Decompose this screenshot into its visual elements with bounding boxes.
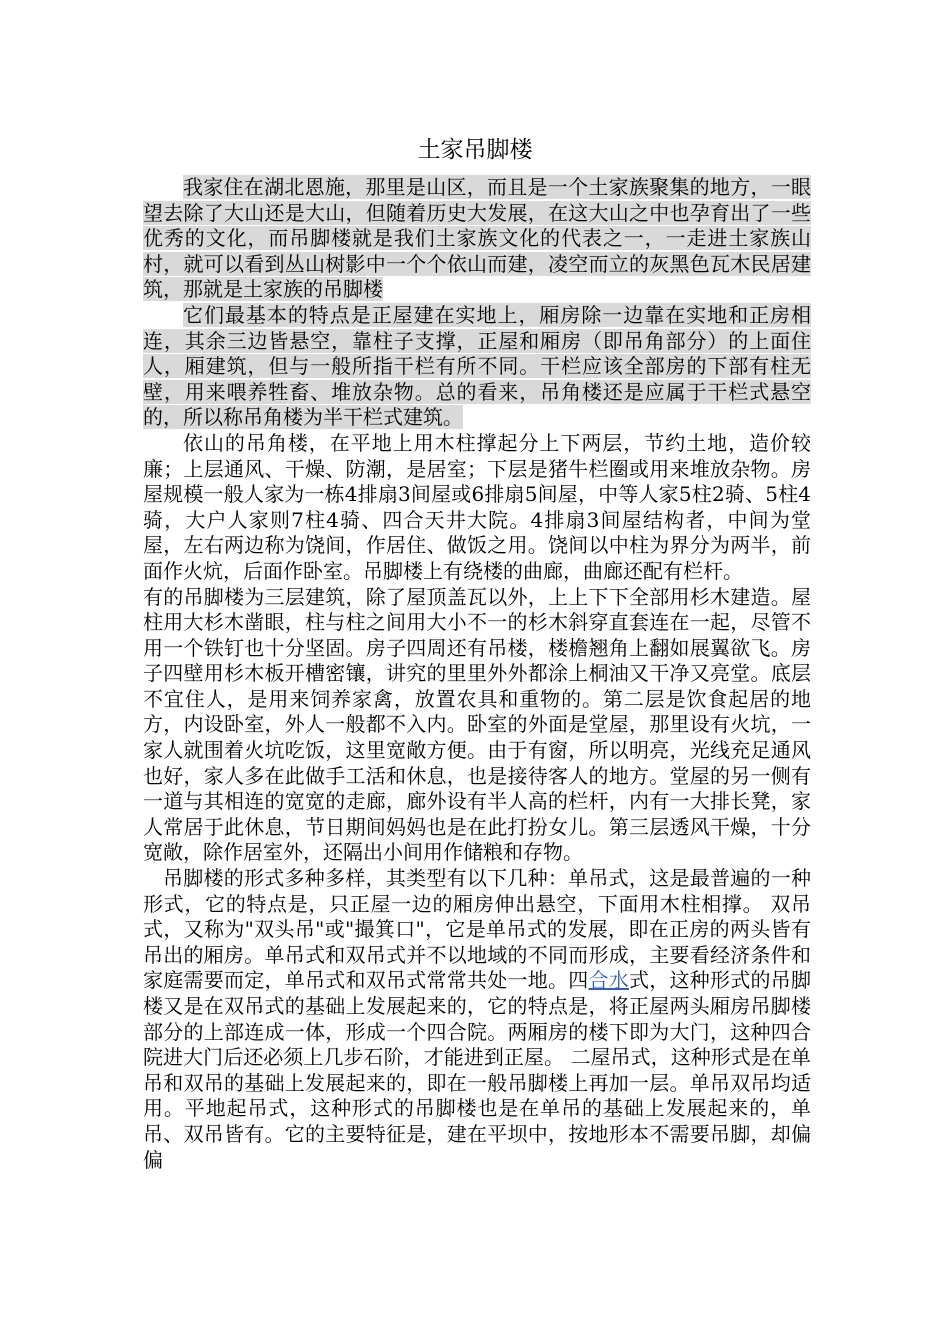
paragraph-4: 有的吊脚楼为三层建筑，除了屋顶盖瓦以外，上上下下全部用杉木建造。屋柱用大杉木凿眼，柱与柱之间用大小不一的杉木斜穿直套连在一起，尽管不用一个铁钉也十分坚固。房子四周还有吊楼，楼檐翘角上翻如展翼欲飞。房子四壁用杉木板开槽密镶，讲究的里里外外都涂上桐油又干净又亮堂。底层不宜住人，是用来饲养家禽，放置农具和重物的。第二层是饮食起居的地方，内设卧室，外人一般都不入内。卧室的外面是堂屋，那里设有火坑，一家人就围着火坑吃饭，这里宽敞方便。由于有窗，所以明亮，光线充足通风也好，家人多在此做手工活和休息，也是接待客人的地方。堂屋的另一侧有一道与其相连的宽宽的走廊，廊外设有半人高的栏杆，内有一大排长凳，家人常居于此休息，节日期间妈妈也是在此打扮女儿。第三层透风干燥，十分宽敞，除作居室外，还隔出小间用作储粮和存物。 xyxy=(143,584,811,865)
paragraph-3: 依山的吊角楼，在平地上用木柱撑起分上下两层，节约土地，造价较廉；上层通风、干燥、防潮，是居室；下层是猪牛栏圈或用来堆放杂物。房屋规模一般人家为一栋4排扇3间屋或6排扇5间屋，中等人家5柱2骑、5柱4骑，大户人家则7柱4骑、四合天井大院。4排扇3间屋结构者，中间为堂屋，左右两边称为饶间，作居住、做饭之用。饶间以中柱为界分为两半，前面作火炕，后面作卧室。吊脚楼上有绕楼的曲廊，曲廊还配有栏杆。 xyxy=(143,430,811,583)
paragraph-2 xyxy=(143,303,811,431)
hyperlink-heshui[interactable]: 合水 xyxy=(588,968,629,993)
paragraph-5-text-b: 式，这种形式的吊脚楼又是在双吊式的基础上发展起来的，它的特点是，将正屋两头厢房吊脚楼部分的上部连成一体，形成一个四合院。两厢房的楼下即为大门，这种四合院进大门后还必须上几步石阶，才能进到正屋。 二屋吊式，这种形式是在单吊和双吊的基础上发展起来的，即在一般吊脚楼上再加一层。单吊双吊均适用。平地起吊式，这种形式的吊脚楼也是在单吊的基础上发展起来的，单吊、双吊皆有。它的主要特征是，建在平坝中，按地形本不需要吊脚，却偏偏 xyxy=(143,968,811,1172)
paragraph-5 xyxy=(143,866,811,1173)
document-title: 土家吊脚楼 xyxy=(417,137,533,163)
document-body xyxy=(143,175,811,1173)
highlighted-text: 它们最基本的特点是正屋建在实地上，厢房除一边靠在实地和正房相连，其余三边皆悬空，靠柱子支撑，正屋和厢房（即吊角部分）的上面住人，厢建筑，但与一般所指干栏有所不同。干栏应该全部房的下部有柱无壁，用来喂养牲畜、堆放杂物。总的看来，吊角楼还是应属于干栏式悬空的，所以称吊角楼为半干栏式建筑。 xyxy=(143,302,811,430)
paragraph-1 xyxy=(143,175,811,303)
highlighted-text: 我家住在湖北恩施，那里是山区，而且是一个土家族聚集的地方，一眼望去除了大山还是大山，但随着历史大发展，在这大山之中也孕育出了一些优秀的文化，而吊脚楼就是我们土家族文化的代表之一，一走进土家族山村，就可以看到丛山树影中一个个依山而建，凌空而立的灰黑色瓦木民居建筑，那就是土家族的吊脚楼 xyxy=(143,175,811,302)
paragraph-5-text-a: 吊脚楼的形式多种多样，其类型有以下几种：单吊式，这是最普遍的一种形式，它的特点是，只正屋一边的厢房伸出悬空，下面用木柱相撑。 双吊式，又称为"双头吊"或"撮箕口"，它是单吊式的发展，即在正房的两头皆有吊出的厢房。单吊式和双吊式并不以地域的不同而形成，主要看经济条件和家庭需要而定，单吊式和双吊式常常共处一地。四 xyxy=(143,866,811,993)
